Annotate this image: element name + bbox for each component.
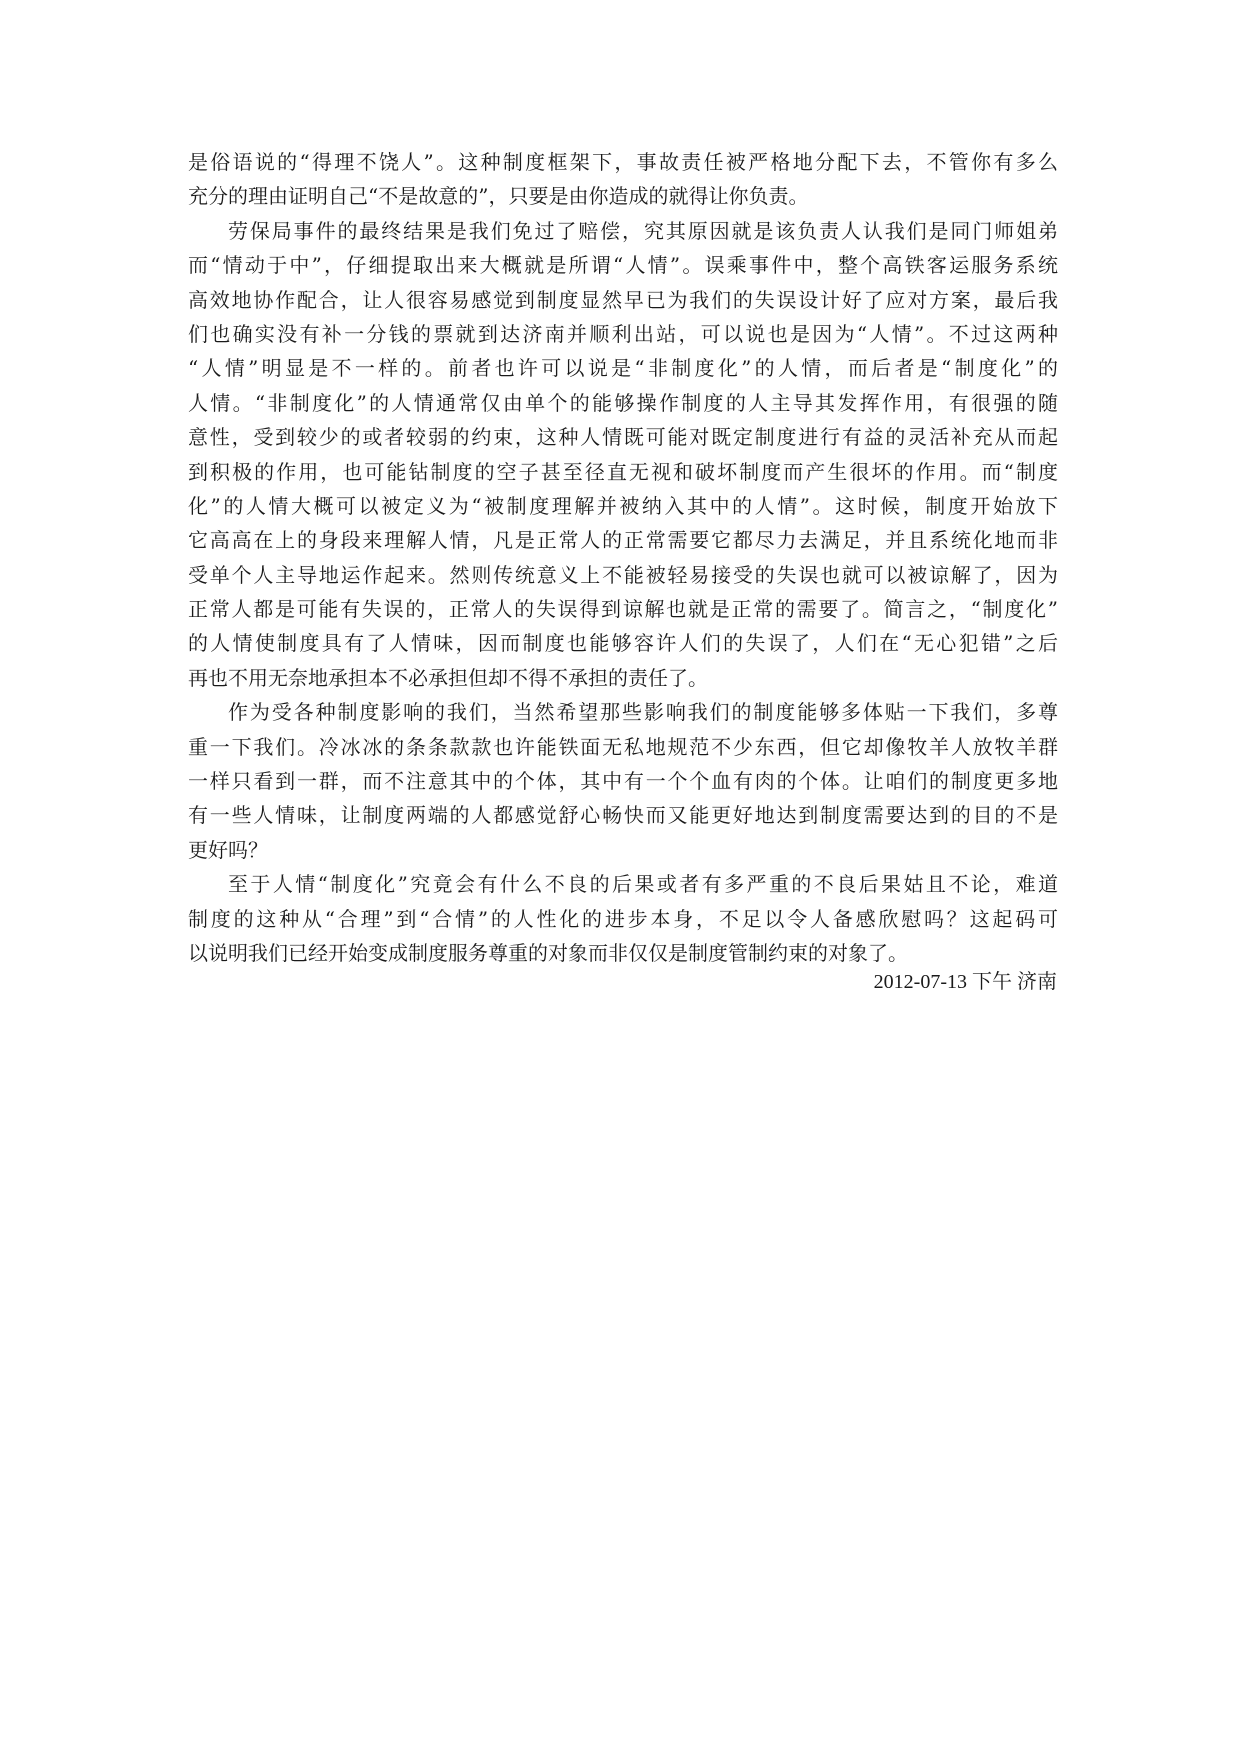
text-line: 是俗语说的“得理不饶人”。这种制度框架下，事故责任被严格地分配下去，不管你有多么 bbox=[188, 150, 1058, 174]
paragraph-1 bbox=[188, 145, 1058, 214]
text-line: 高效地协作配合，让人很容易感觉到制度显然早已为我们的失误设计好了应对方案，最后我 bbox=[188, 287, 1058, 312]
text-line: 受单个人主导地运作起来。然则传统意义上不能被轻易接受的失误也就可以被谅解了，因为 bbox=[188, 562, 1058, 587]
text-line: 的人情使制度具有了人情味，因而制度也能够容许人们的失误了，人们在“无心犯错”之后 bbox=[188, 631, 1058, 656]
body-text bbox=[188, 145, 1058, 970]
text-line: 化”的人情大概可以被定义为“被制度理解并被纳入其中的人情”。这时候，制度开始放下 bbox=[188, 493, 1058, 518]
text-line: 更好吗？ bbox=[188, 837, 268, 862]
text-line: 充分的理由证明自己“不是故意的”，只要是由你造成的就得让你负责。 bbox=[188, 184, 809, 209]
text-line: 意性，受到较少的或者较弱的约束，这种人情既可能对既定制度进行有益的灵活补充从而起 bbox=[188, 425, 1058, 450]
text-line: 它高高在上的身段来理解人情，凡是正常人的正常需要它都尽力去满足，并且系统化地而非 bbox=[188, 528, 1058, 553]
text-line: 至于人情“制度化”究竟会有什么不良的后果或者有多严重的不良后果姑且不论，难道 bbox=[228, 872, 1058, 897]
text-line: 制度的这种从“合理”到“合情”的人性化的进步本身，不足以令人备感欣慰吗？这起码可 bbox=[188, 906, 1058, 931]
text-line: 们也确实没有补一分钱的票就到达济南并顺利出站，可以说也是因为“人情”。不过这两种 bbox=[188, 321, 1058, 346]
text-line: 人情。“非制度化”的人情通常仅由单个的能够操作制度的人主导其发挥作用，有很强的随 bbox=[188, 390, 1058, 415]
text-line: “人情”明显是不一样的。前者也许可以说是“非制度化”的人情，而后者是“制度化”的 bbox=[188, 356, 1058, 381]
text-line: 有一些人情味，让制度两端的人都感觉舒心畅快而又能更好地达到制度需要达到的目的不是 bbox=[188, 803, 1058, 828]
text-line: 再也不用无奈地承担本不必承担但却不得不承担的责任了。 bbox=[188, 665, 708, 690]
text-line: 作为受各种制度影响的我们，当然希望那些影响我们的制度能够多体贴一下我们，多尊 bbox=[228, 700, 1058, 725]
text-line: 正常人都是可能有失误的，正常人的失误得到谅解也就是正常的需要了。简言之，“制度化” bbox=[188, 597, 1058, 622]
text-line: 重一下我们。冷冰冰的条条款款也许能铁面无私地规范不少东西，但它却像牧羊人放牧羊群 bbox=[188, 734, 1058, 759]
paragraph-2 bbox=[188, 214, 1058, 695]
text-line: 一样只看到一群，而不注意其中的个体，其中有一个个血有肉的个体。让咱们的制度更多地 bbox=[188, 769, 1058, 794]
date-signature: 2012-07-13 下午 济南 bbox=[873, 971, 1057, 993]
text-line: 以说明我们已经开始变成制度服务尊重的对象而非仅仅是制度管制约束的对象了。 bbox=[188, 940, 908, 965]
text-line: 而“情动于中”，仔细提取出来大概就是所谓“人情”。误乘事件中，整个高铁客运服务系统 bbox=[188, 253, 1058, 278]
paragraph-3 bbox=[188, 695, 1058, 867]
text-line: 劳保局事件的最终结果是我们免过了赔偿，究其原因就是该负责人认我们是同门师姐弟 bbox=[228, 218, 1058, 243]
text-line: 到积极的作用，也可能钻制度的空子甚至径直无视和破坏制度而产生很坏的作用。而“制度 bbox=[188, 459, 1058, 484]
paragraph-4 bbox=[188, 867, 1058, 970]
